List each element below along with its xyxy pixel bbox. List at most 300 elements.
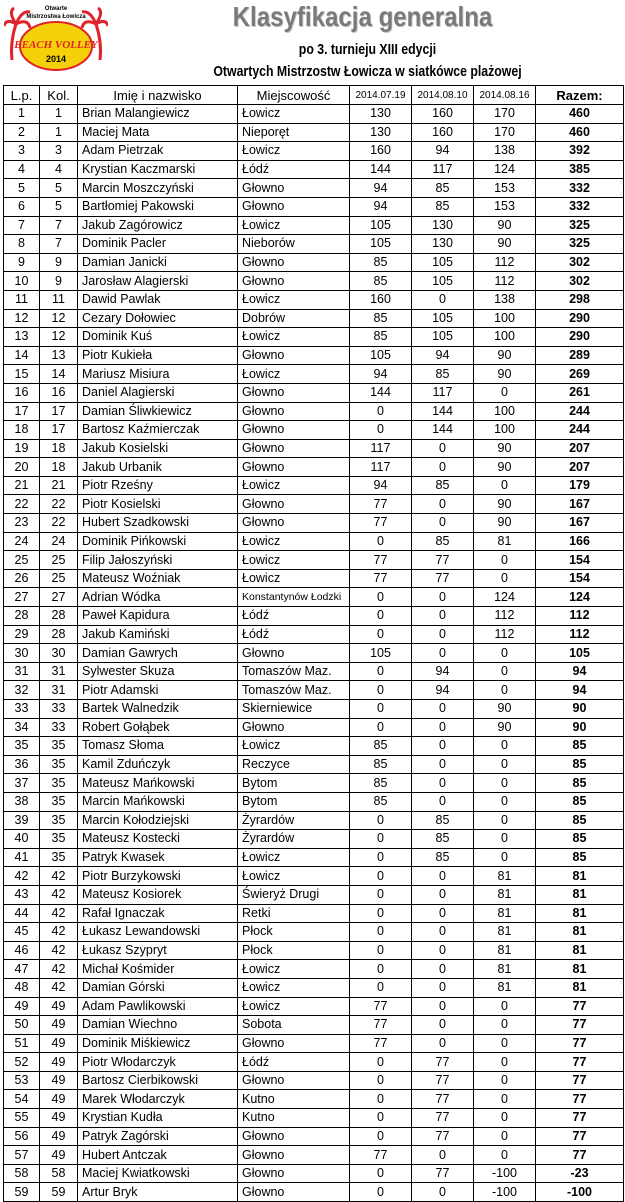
cell-score-t2: 94 xyxy=(412,681,474,700)
cell-rank: 42 xyxy=(40,960,78,979)
cell-rank: 22 xyxy=(40,495,78,514)
cell-rank: 28 xyxy=(40,625,78,644)
cell-rank: 31 xyxy=(40,662,78,681)
cell-total: 77 xyxy=(536,1109,624,1128)
cell-rank: 49 xyxy=(40,1016,78,1035)
cell-score-t3: 90 xyxy=(474,718,536,737)
cell-score-t3: 0 xyxy=(474,755,536,774)
cell-position: 13 xyxy=(4,328,40,347)
cell-position: 41 xyxy=(4,848,40,867)
cell-city: Głowno xyxy=(238,402,350,421)
table-row xyxy=(4,514,624,533)
cell-city: Kutno xyxy=(238,1109,350,1128)
cell-position: 51 xyxy=(4,1034,40,1053)
cell-rank: 42 xyxy=(40,941,78,960)
cell-city: Głowno xyxy=(238,383,350,402)
cell-city: Łowicz xyxy=(238,476,350,495)
table-row xyxy=(4,1090,624,1109)
cell-player-name: Patryk Kwasek xyxy=(78,848,238,867)
cell-score-t1: 85 xyxy=(350,755,412,774)
cell-score-t1: 85 xyxy=(350,253,412,272)
cell-rank: 31 xyxy=(40,681,78,700)
table-row xyxy=(4,123,624,142)
cell-total: 392 xyxy=(536,142,624,161)
cell-score-t1: 77 xyxy=(350,495,412,514)
cell-score-t2: 105 xyxy=(412,272,474,291)
cell-rank: 11 xyxy=(40,290,78,309)
cell-score-t2: 105 xyxy=(412,309,474,328)
cell-total: 244 xyxy=(536,421,624,440)
cell-city: Łowicz xyxy=(238,997,350,1016)
table-row xyxy=(4,625,624,644)
cell-city: Tomaszów Maz. xyxy=(238,662,350,681)
cell-city: Głowno xyxy=(238,179,350,198)
cell-score-t2: 0 xyxy=(412,290,474,309)
cell-player-name: Bartosz Kaźmierczak xyxy=(78,421,238,440)
cell-player-name: Dominik Pińkowski xyxy=(78,532,238,551)
cell-city: Retki xyxy=(238,904,350,923)
beach-volley-logo-icon xyxy=(4,2,108,74)
col-header-tournament-3: 2014.08.16 xyxy=(474,86,536,105)
cell-score-t1: 0 xyxy=(350,867,412,886)
cell-player-name: Hubert Szadkowski xyxy=(78,514,238,533)
cell-rank: 42 xyxy=(40,867,78,886)
cell-player-name: Piotr Kosielski xyxy=(78,495,238,514)
cell-rank: 1 xyxy=(40,123,78,142)
table-row xyxy=(4,997,624,1016)
cell-score-t1: 94 xyxy=(350,197,412,216)
cell-position: 37 xyxy=(4,774,40,793)
col-header-total: Razem: xyxy=(536,86,624,105)
cell-total: 385 xyxy=(536,160,624,179)
cell-position: 23 xyxy=(4,514,40,533)
cell-score-t3: 138 xyxy=(474,290,536,309)
cell-total: 85 xyxy=(536,830,624,849)
cell-city: Łowicz xyxy=(238,867,350,886)
cell-player-name: Mateusz Kostecki xyxy=(78,830,238,849)
cell-player-name: Damian Śliwkiewicz xyxy=(78,402,238,421)
cell-score-t1: 105 xyxy=(350,235,412,254)
cell-score-t2: 0 xyxy=(412,439,474,458)
cell-score-t2: 77 xyxy=(412,551,474,570)
cell-total: 90 xyxy=(536,718,624,737)
cell-score-t2: 85 xyxy=(412,197,474,216)
cell-score-t3: 81 xyxy=(474,923,536,942)
cell-total: 77 xyxy=(536,1053,624,1072)
cell-total: 167 xyxy=(536,514,624,533)
cell-player-name: Sylwester Skuza xyxy=(78,662,238,681)
cell-player-name: Artur Bryk xyxy=(78,1183,238,1202)
cell-score-t1: 0 xyxy=(350,885,412,904)
cell-player-name: Jakub Urbanik xyxy=(78,458,238,477)
cell-score-t3: 90 xyxy=(474,439,536,458)
cell-score-t1: 0 xyxy=(350,1183,412,1202)
table-row xyxy=(4,830,624,849)
cell-player-name: Damian Wiechno xyxy=(78,1016,238,1035)
cell-position: 30 xyxy=(4,644,40,663)
cell-score-t2: 144 xyxy=(412,402,474,421)
cell-player-name: Jarosław Alagierski xyxy=(78,272,238,291)
cell-total: 94 xyxy=(536,662,624,681)
cell-score-t2: 0 xyxy=(412,755,474,774)
cell-city: Głowno xyxy=(238,1164,350,1183)
cell-score-t2: 0 xyxy=(412,960,474,979)
cell-score-t2: 130 xyxy=(412,235,474,254)
cell-total: 85 xyxy=(536,848,624,867)
cell-score-t1: 77 xyxy=(350,569,412,588)
cell-score-t3: 0 xyxy=(474,569,536,588)
cell-score-t2: 0 xyxy=(412,1183,474,1202)
cell-score-t3: 81 xyxy=(474,885,536,904)
cell-score-t3: 0 xyxy=(474,830,536,849)
cell-score-t3: 90 xyxy=(474,458,536,477)
cell-score-t2: 0 xyxy=(412,495,474,514)
cell-total: 290 xyxy=(536,328,624,347)
cell-score-t3: 170 xyxy=(474,105,536,124)
cell-rank: 5 xyxy=(40,179,78,198)
cell-player-name: Kamil Zduńczyk xyxy=(78,755,238,774)
cell-city: Głowno xyxy=(238,439,350,458)
cell-rank: 9 xyxy=(40,272,78,291)
cell-score-t1: 0 xyxy=(350,607,412,626)
cell-score-t3: 100 xyxy=(474,421,536,440)
cell-city: Kutno xyxy=(238,1090,350,1109)
cell-position: 20 xyxy=(4,458,40,477)
cell-score-t1: 117 xyxy=(350,439,412,458)
cell-city: Świeryż Drugi xyxy=(238,885,350,904)
cell-rank: 58 xyxy=(40,1164,78,1183)
cell-rank: 35 xyxy=(40,792,78,811)
cell-score-t2: 0 xyxy=(412,625,474,644)
cell-rank: 33 xyxy=(40,700,78,719)
cell-total: 112 xyxy=(536,607,624,626)
table-row xyxy=(4,328,624,347)
cell-score-t1: 0 xyxy=(350,700,412,719)
cell-player-name: Jakub Kosielski xyxy=(78,439,238,458)
cell-player-name: Bartek Walnedzik xyxy=(78,700,238,719)
cell-player-name: Mateusz Woźniak xyxy=(78,569,238,588)
cell-score-t3: 0 xyxy=(474,662,536,681)
cell-position: 35 xyxy=(4,737,40,756)
table-row xyxy=(4,607,624,626)
cell-score-t2: 85 xyxy=(412,848,474,867)
cell-position: 47 xyxy=(4,960,40,979)
cell-player-name: Marcin Kołodziejski xyxy=(78,811,238,830)
cell-score-t2: 130 xyxy=(412,216,474,235)
table-row xyxy=(4,867,624,886)
cell-score-t2: 144 xyxy=(412,421,474,440)
cell-total: 302 xyxy=(536,272,624,291)
cell-total: 154 xyxy=(536,569,624,588)
cell-rank: 12 xyxy=(40,328,78,347)
cell-rank: 49 xyxy=(40,1053,78,1072)
table-row xyxy=(4,458,624,477)
cell-score-t2: 94 xyxy=(412,346,474,365)
table-row xyxy=(4,1164,624,1183)
cell-score-t1: 105 xyxy=(350,216,412,235)
cell-score-t2: 85 xyxy=(412,830,474,849)
cell-player-name: Łukasz Szypryt xyxy=(78,941,238,960)
cell-position: 11 xyxy=(4,290,40,309)
cell-score-t2: 160 xyxy=(412,105,474,124)
cell-rank: 12 xyxy=(40,309,78,328)
cell-score-t1: 130 xyxy=(350,105,412,124)
cell-player-name: Maciej Mata xyxy=(78,123,238,142)
cell-player-name: Dominik Miśkiewicz xyxy=(78,1034,238,1053)
cell-city: Łowicz xyxy=(238,532,350,551)
cell-rank: 42 xyxy=(40,923,78,942)
cell-rank: 33 xyxy=(40,718,78,737)
cell-score-t3: 0 xyxy=(474,1053,536,1072)
cell-city: Reczyce xyxy=(238,755,350,774)
cell-rank: 7 xyxy=(40,235,78,254)
cell-score-t3: 153 xyxy=(474,179,536,198)
cell-position: 29 xyxy=(4,625,40,644)
cell-city: Płock xyxy=(238,923,350,942)
cell-player-name: Bartłomiej Pakowski xyxy=(78,197,238,216)
table-row xyxy=(4,644,624,663)
cell-score-t2: 77 xyxy=(412,1127,474,1146)
cell-player-name: Tomasz Słoma xyxy=(78,737,238,756)
cell-total: 105 xyxy=(536,644,624,663)
cell-total: 85 xyxy=(536,774,624,793)
cell-score-t3: 138 xyxy=(474,142,536,161)
cell-score-t2: 117 xyxy=(412,160,474,179)
table-row xyxy=(4,923,624,942)
cell-score-t1: 105 xyxy=(350,346,412,365)
cell-city: Dobrów xyxy=(238,309,350,328)
cell-city: Głowno xyxy=(238,253,350,272)
cell-player-name: Brian Malangiewicz xyxy=(78,105,238,124)
cell-score-t3: 0 xyxy=(474,1071,536,1090)
cell-total: 261 xyxy=(536,383,624,402)
cell-score-t3: 0 xyxy=(474,1109,536,1128)
cell-position: 6 xyxy=(4,197,40,216)
cell-score-t1: 77 xyxy=(350,551,412,570)
cell-city: Łowicz xyxy=(238,365,350,384)
cell-city: Nieborów xyxy=(238,235,350,254)
cell-total: 77 xyxy=(536,1090,624,1109)
cell-city: Łowicz xyxy=(238,142,350,161)
cell-rank: 49 xyxy=(40,1090,78,1109)
cell-total: 81 xyxy=(536,960,624,979)
cell-score-t2: 85 xyxy=(412,476,474,495)
cell-rank: 49 xyxy=(40,997,78,1016)
cell-score-t1: 0 xyxy=(350,960,412,979)
cell-position: 32 xyxy=(4,681,40,700)
cell-score-t2: 0 xyxy=(412,923,474,942)
cell-score-t2: 0 xyxy=(412,997,474,1016)
cell-rank: 42 xyxy=(40,904,78,923)
cell-score-t1: 0 xyxy=(350,1053,412,1072)
cell-position: 18 xyxy=(4,421,40,440)
cell-player-name: Piotr Włodarczyk xyxy=(78,1053,238,1072)
table-row xyxy=(4,755,624,774)
cell-city: Głowno xyxy=(238,495,350,514)
table-row xyxy=(4,142,624,161)
cell-score-t3: 0 xyxy=(474,997,536,1016)
cell-score-t3: 170 xyxy=(474,123,536,142)
cell-score-t2: 160 xyxy=(412,123,474,142)
table-row xyxy=(4,105,624,124)
table-row xyxy=(4,439,624,458)
cell-score-t3: 81 xyxy=(474,867,536,886)
cell-rank: 49 xyxy=(40,1071,78,1090)
cell-player-name: Mateusz Kosiorek xyxy=(78,885,238,904)
cell-position: 38 xyxy=(4,792,40,811)
cell-city: Głowno xyxy=(238,458,350,477)
cell-city: Łowicz xyxy=(238,216,350,235)
page-title: Klasyfikacja generalna xyxy=(232,1,493,32)
cell-score-t3: 153 xyxy=(474,197,536,216)
cell-score-t1: 0 xyxy=(350,978,412,997)
cell-rank: 17 xyxy=(40,421,78,440)
cell-score-t1: 105 xyxy=(350,644,412,663)
cell-position: 33 xyxy=(4,700,40,719)
cell-total: 94 xyxy=(536,681,624,700)
cell-total: 85 xyxy=(536,811,624,830)
cell-rank: 18 xyxy=(40,458,78,477)
cell-score-t3: 0 xyxy=(474,1034,536,1053)
cell-position: 17 xyxy=(4,402,40,421)
cell-score-t3: 124 xyxy=(474,160,536,179)
cell-score-t3: 0 xyxy=(474,1127,536,1146)
cell-score-t1: 85 xyxy=(350,792,412,811)
cell-score-t3: 90 xyxy=(474,495,536,514)
cell-rank: 35 xyxy=(40,830,78,849)
cell-total: 81 xyxy=(536,885,624,904)
cell-player-name: Adam Pietrzak xyxy=(78,142,238,161)
cell-total: 81 xyxy=(536,867,624,886)
page-subtitle-championship: Otwartych Mistrzostw Łowicza w siatkówce plażowej xyxy=(213,63,522,80)
cell-score-t2: 0 xyxy=(412,774,474,793)
cell-position: 19 xyxy=(4,439,40,458)
cell-total: 325 xyxy=(536,235,624,254)
cell-city: Łowicz xyxy=(238,848,350,867)
logo-top-text: Otwarte xyxy=(44,6,68,12)
cell-score-t3: 100 xyxy=(474,328,536,347)
cell-position: 31 xyxy=(4,662,40,681)
cell-position: 43 xyxy=(4,885,40,904)
cell-city: Głowno xyxy=(238,197,350,216)
cell-score-t2: 85 xyxy=(412,179,474,198)
cell-player-name: Marcin Mańkowski xyxy=(78,792,238,811)
cell-rank: 9 xyxy=(40,253,78,272)
cell-city: Łódź xyxy=(238,160,350,179)
cell-score-t3: 81 xyxy=(474,532,536,551)
cell-position: 9 xyxy=(4,253,40,272)
table-row xyxy=(4,421,624,440)
cell-player-name: Robert Gołąbek xyxy=(78,718,238,737)
cell-player-name: Dominik Pacler xyxy=(78,235,238,254)
table-row xyxy=(4,272,624,291)
cell-total: 298 xyxy=(536,290,624,309)
cell-total: 77 xyxy=(536,1127,624,1146)
cell-score-t1: 0 xyxy=(350,625,412,644)
cell-position: 52 xyxy=(4,1053,40,1072)
cell-player-name: Rafał Ignaczak xyxy=(78,904,238,923)
cell-player-name: Piotr Kukieła xyxy=(78,346,238,365)
cell-score-t3: 0 xyxy=(474,383,536,402)
table-row xyxy=(4,1183,624,1202)
cell-score-t1: 77 xyxy=(350,1016,412,1035)
cell-score-t2: 0 xyxy=(412,607,474,626)
cell-city: Głowno xyxy=(238,1183,350,1202)
cell-score-t1: 0 xyxy=(350,848,412,867)
cell-player-name: Marek Włodarczyk xyxy=(78,1090,238,1109)
table-row xyxy=(4,235,624,254)
cell-city: Konstantynów Łodzki xyxy=(238,588,350,607)
cell-position: 44 xyxy=(4,904,40,923)
cell-rank: 25 xyxy=(40,569,78,588)
cell-city: Żyrardów xyxy=(238,830,350,849)
cell-score-t2: 77 xyxy=(412,1053,474,1072)
table-row xyxy=(4,290,624,309)
cell-player-name: Patryk Zagórski xyxy=(78,1127,238,1146)
table-row xyxy=(4,197,624,216)
table-row xyxy=(4,737,624,756)
cell-score-t1: 0 xyxy=(350,1164,412,1183)
cell-rank: 49 xyxy=(40,1109,78,1128)
table-row xyxy=(4,662,624,681)
cell-rank: 1 xyxy=(40,105,78,124)
cell-score-t3: 90 xyxy=(474,365,536,384)
cell-position: 39 xyxy=(4,811,40,830)
cell-score-t3: 90 xyxy=(474,700,536,719)
table-row xyxy=(4,1053,624,1072)
cell-score-t2: 85 xyxy=(412,365,474,384)
cell-score-t1: 117 xyxy=(350,458,412,477)
cell-score-t2: 0 xyxy=(412,644,474,663)
cell-rank: 59 xyxy=(40,1183,78,1202)
cell-score-t1: 0 xyxy=(350,830,412,849)
cell-score-t3: 0 xyxy=(474,551,536,570)
cell-score-t2: 77 xyxy=(412,569,474,588)
cell-score-t1: 0 xyxy=(350,402,412,421)
cell-score-t3: 90 xyxy=(474,216,536,235)
table-header-row xyxy=(4,86,624,105)
cell-position: 28 xyxy=(4,607,40,626)
cell-score-t1: 0 xyxy=(350,532,412,551)
cell-city: Głowno xyxy=(238,421,350,440)
cell-score-t3: 81 xyxy=(474,904,536,923)
cell-position: 27 xyxy=(4,588,40,607)
cell-score-t3: 0 xyxy=(474,792,536,811)
page-subtitle-tournament: po 3. turnieju XIII edycji xyxy=(298,41,437,58)
cell-total: 460 xyxy=(536,123,624,142)
cell-score-t2: 0 xyxy=(412,458,474,477)
table-row xyxy=(4,1146,624,1165)
cell-score-t1: 0 xyxy=(350,1090,412,1109)
cell-rank: 21 xyxy=(40,476,78,495)
cell-player-name: Krystian Kaczmarski xyxy=(78,160,238,179)
table-row xyxy=(4,1127,624,1146)
cell-score-t3: 0 xyxy=(474,811,536,830)
cell-total: 460 xyxy=(536,105,624,124)
cell-score-t3: 0 xyxy=(474,848,536,867)
cell-total: 85 xyxy=(536,737,624,756)
cell-score-t3: 0 xyxy=(474,774,536,793)
cell-score-t1: 0 xyxy=(350,662,412,681)
cell-position: 26 xyxy=(4,569,40,588)
cell-score-t1: 144 xyxy=(350,383,412,402)
cell-city: Nieporęt xyxy=(238,123,350,142)
cell-total: 154 xyxy=(536,551,624,570)
cell-score-t1: 85 xyxy=(350,272,412,291)
cell-score-t1: 144 xyxy=(350,160,412,179)
cell-score-t1: 77 xyxy=(350,514,412,533)
cell-score-t1: 77 xyxy=(350,997,412,1016)
